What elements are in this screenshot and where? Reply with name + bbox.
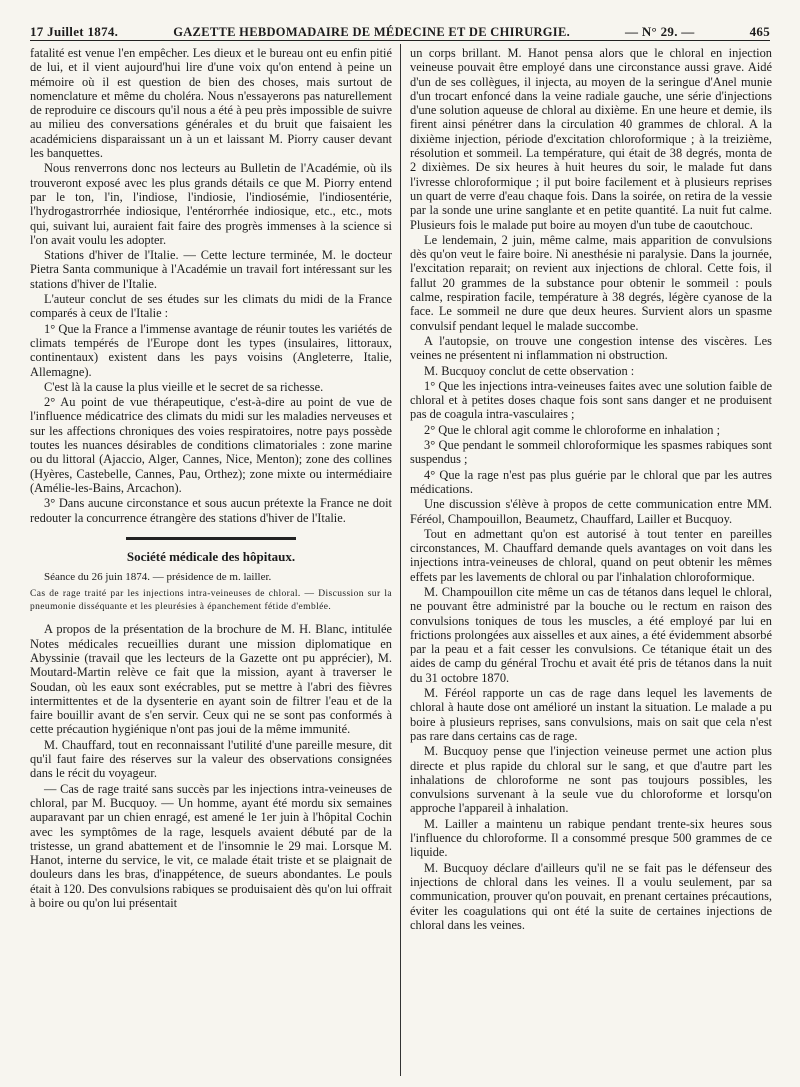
- paragraph: Une discussion s'élève à propos de cette communication entre MM. Féréol, Champouillon, Beaumetz, Chauffard, Lailler et Bucquoy.: [410, 497, 772, 526]
- society-title: Société médicale des hôpitaux.: [126, 548, 296, 564]
- paragraph: M. Bucquoy conclut de cette observation :: [424, 363, 635, 378]
- paragraph: — Cas de rage traité sans succès par les injections intra-veineuses de chloral, par M. Bucquoy. — Un homme, ayant été mordu six semaines auparavant par un chien enragé, est amené le 1er juin à l'hôpital Cochin avec les symptômes de la rage, lesquels avaient débuté par de la tristesse, un grand abattement et de l'insomnie le 29 mai. Lorsque M. Hanot, interne du service, le vit, ce malade était triste et se plaignait de douleurs dans les bras, d'inappétence, de sueurs abondantes. Le pouls était à 120. Des convulsions rabiques se produisaient dès qu'on lui offrait à boire ou qu'on lui présentait: [30, 781, 392, 911]
- session-line: Séance du 26 juin 1874. — présidence de m. lailler.: [44, 571, 272, 584]
- journal-title: GAZETTE HEBDOMADAIRE DE MÉDECINE ET DE CHIRURGIE.: [173, 25, 571, 39]
- section-divider: [126, 537, 296, 540]
- list-item: 4° Que la rage n'est pas plus guérie par le chloral que par les autres médications.: [410, 467, 772, 496]
- paragraph: M. Lailler a maintenu un rabique pendant trente-six heures sous l'influence du chloroforme. Il a consommé presque 500 grammes de ce liquide.: [410, 816, 772, 860]
- header-issue: — N° 29. —: [625, 24, 695, 39]
- list-item: 1° Que les injections intra-veineuses faites avec une solution faible de chloral et à petites doses chaque fois sont sans danger et ne produisent pas de coagula intra-vasculaires ;: [410, 378, 772, 422]
- paragraph: M. Féréol rapporte un cas de rage dans lequel les lavements de chloral à haute dose ont amélioré un instant la situation. Le malade a pu boire à plusieurs reprises, sans convulsions, mais on sait que cela n'est pas rare dans certains cas de rage.: [410, 686, 772, 743]
- paragraph: A l'autopsie, on trouve une congestion intense des viscères. Les veines ne présentent ni inflammation ni obstruction.: [410, 333, 772, 363]
- list-item: 1° Que la France a l'immense avantage de réunir toutes les variétés de climats tempérés de l'Europe dont les types (insulaires, littoraux, continentaux) existent dans les pays voisins (Angleterre, Italie, Allemagne).: [30, 321, 392, 379]
- paragraph: M. Bucquoy pense que l'injection veineuse permet une action plus directe et plus rapide du chloral sur le sang, et que d'autre part les inhalations de chloroforme ne sont pas toujours possibles, les convulsions survenant à la seule vue du chloroforme et lorsqu'on approche l'appareil à inhalation.: [410, 744, 772, 816]
- paragraph: Nous renverrons donc nos lecteurs au Bulletin de l'Académie, où ils trouveront exposé avec les plus grands détails ce que M. Piorry entend par le ton, l'in, l'indiose, l'indiosie, l'indiosémie, l'indiosentérie, l'hydrogastrorrhée indiosique, l'entérorrhée indiosique, etc., etc., mots qui, suivant lui, auraient fait faire des progrès immenses à la science si l'on avait voulu les adopter.: [30, 161, 392, 247]
- list-item: 3° Que pendant le sommeil chloroformique les spasmes rabiques sont suspendus ;: [410, 438, 772, 467]
- column-rule: [400, 44, 401, 1076]
- paragraph: M. Chauffard, tout en reconnaissant l'utilité d'une pareille mesure, dit qu'il faut faire des réserves sur la valeur des observations consignées dans le récit du voyageur.: [30, 737, 392, 781]
- section-paragraph-italian-stations: Stations d'hiver de l'Italie. — Cette lecture terminée, M. le docteur Pietra Santa communique à l'Académie un travail fort intéressant sur les stations d'hiver de l'Italie.: [30, 248, 392, 291]
- paragraph: M. Bucquoy déclare d'ailleurs qu'il ne se fait pas le défenseur des injections de chloral dans les veines. Il a voulu seulement, par sa communication, prouver qu'on pouvait, en prenant certaines précautions, éviter les coagulations qui ont été la suite de certaines injections de chloral dans les veines.: [410, 860, 772, 932]
- session-summary: Cas de rage traité par les injections intra-veineuses de chloral. — Discussion sur la pneumonie disséquante et les pleurésies à épanchement fétide d'emblée.: [30, 589, 392, 613]
- left-column: [30, 46, 392, 1076]
- running-header: [30, 14, 770, 41]
- list-item: 2° Au point de vue thérapeutique, c'est-à-dire au point de vue de l'influence médicatrice des climats du midi sur les maladies nerveuses et sur les affections chroniques des voies respiratoires, notre pays possède toutes les nuances désirables de conditions climatoriales : zone marine ou du littoral (Ajaccio, Alger, Cannes, Nice, Menton); zone des collines (Hyères, Castebelle, Cannes, Pau, Orthez); zone mixte ou intermédiaire (Amélie-les-Bains, Arcachon).: [30, 395, 392, 495]
- paragraph: un corps brillant. M. Hanot pensa alors que le chloral en injection veineuse pouvait être employé dans une circonstance aussi grave. Aidé d'un de ses collègues, il injecta, au moyen de la seringue d'Anel munie d'un trocart enfoncé dans la veine radiale gauche, une série d'injections d'une solution aqueuse de chloral au dixième. En une heure et demie, ils firent ainsi pénétrer dans la circulation 40 grammes de chloral. A la dixième injection, période d'excitation chloroformique ; à la treizième, résolution et sommeil. La température, qui était de 38 degrés, monta de 2 dixièmes. De six heures à huit heures du soir, le malade fut dans l'ivresse chloroformique ; il put boire facilement et à plusieurs reprises un quart de verre d'eau chaque fois. Dans la soirée, on retira de la vessie par la sonde une urine sanglante et en petite quantité. La nuit fut calme. Plusieurs fois le malade put boire au moyen d'un tube de caoutchouc.: [410, 46, 772, 232]
- list-item: 3° Dans aucune circonstance et sous aucun prétexte la France ne doit redouter la concurrence étrangère des stations d'hiver de l'Italie.: [30, 496, 392, 525]
- paragraph: M. Champouillon cite même un cas de tétanos dans lequel le chloral, ne pouvant être administré par la bouche ou le rectum en raison des convulsions toniques de tous les muscles, a été employé par lui en frictions prolongées aux aisselles et aux aines, a été évidemment absorbé par la peau et a fait cesser les convulsions. Ce tétanique était un des aides de camp du général Trochu et avait été pris de tétanos dans la nuit du 31 octobre 1870.: [410, 584, 772, 685]
- paragraph: Le lendemain, 2 juin, même calme, mais apparition de convulsions dès qu'on veut le faire boire. Ni anesthésie ni paralysie. Dans la journée, l'excitation reparait; on revient aux injections de chloral. Cette fois, il fallut 20 grammes de la substance pour obtenir le sommeil : pouls calme, respiration facile, température à 38 degrés, légère cyanose de la face. Le sommeil ne dure que deux heures. Survient alors un spasme convulsif pendant lequel le malade succombe.: [410, 232, 772, 333]
- list-item: 2° Que le chloral agit comme le chloroforme en inhalation ;: [424, 422, 721, 437]
- paragraph: C'est là la cause la plus vieille et le secret de sa richesse.: [44, 379, 324, 394]
- paragraph: Tout en admettant qu'on est autorisé à tout tenter en pareilles circonstances, M. Chauffard demande quels avantages on voit dans les injections intra-veineuses de chloral, quand on peut obtenir les mêmes effets par les lavements de chloral ou par l'inhalation chloroformique.: [410, 526, 772, 584]
- paragraph: A propos de la présentation de la brochure de M. H. Blanc, intitulée Notes médicales recueillies durant une mission diplomatique en Abyssinie (travail que les lecteurs de la Gazette ont pu apprécier), M. Moutard-Martin relève ce fait que la mission, ayant à traverser le Soudan, où les eaux sont exécrables, put se mettre à l'abri des fièvres intermittentes et de la dysenterie en ayant soin de filtrer l'eau et de la faire bouillir avant de s'en servir. Ceux qui ne se sont pas conformés à cette précaution hygiénique n'ont pas joui de la même immunité.: [30, 622, 392, 737]
- header-date: 17 Juillet 1874.: [30, 24, 119, 39]
- paragraph: L'auteur conclut de ses études sur les climats du midi de la France comparés à ceux de l'Italie :: [30, 292, 392, 321]
- right-column: [410, 46, 772, 1076]
- page-number: 465: [749, 24, 770, 39]
- paragraph: fatalité est venue l'en empêcher. Les dieux et le bureau ont eu enfin pitié de lui, et il vient aujourd'hui lire d'une voix qu'on entend à peine un mémoire où il est question de bien des choses, mais surtout de nomenclature et même du choléra. Nous n'essayerons pas naturellement de reproduire ce discours qu'il nous a été à peu près impossible de suivre au milieu des conversations générales et du bruit que faisaient les académiciens disparaissant un à un et laissant M. Piorry causer devant les banquettes.: [30, 46, 392, 161]
